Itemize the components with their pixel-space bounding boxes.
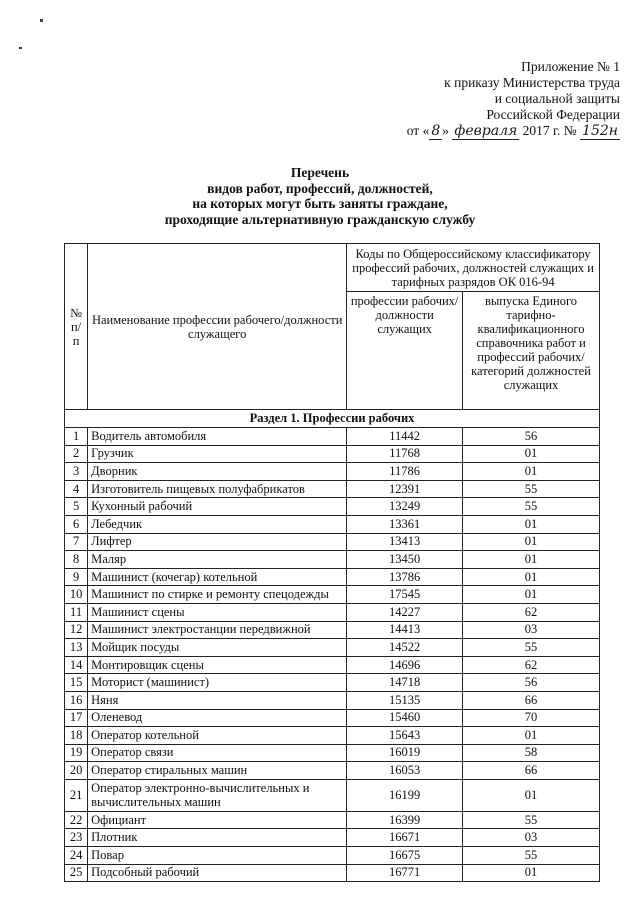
table-row — [65, 568, 600, 586]
category-code: 56 — [463, 428, 600, 446]
table-row — [65, 533, 600, 551]
profession-code: 15460 — [347, 709, 463, 727]
profession-name: Лифтер — [88, 533, 347, 551]
table-row — [65, 727, 600, 745]
profession-name: Машинист (кочегар) котельной — [88, 568, 347, 586]
table-row — [65, 639, 600, 657]
table-row — [65, 480, 600, 498]
profession-code: 16671 — [347, 829, 463, 847]
header-code-sub: профессии рабочих/должности служащих — [347, 292, 463, 410]
row-number: 4 — [65, 480, 88, 498]
category-code: 66 — [463, 691, 600, 709]
table-row — [65, 445, 600, 463]
profession-code: 13450 — [347, 551, 463, 569]
scan-speck — [40, 19, 43, 22]
table-row — [65, 551, 600, 569]
row-number: 11 — [65, 603, 88, 621]
table-row — [65, 674, 600, 692]
profession-name: Моторист (машинист) — [88, 674, 347, 692]
category-code: 55 — [463, 639, 600, 657]
title-line: видов работ, профессий, должностей, — [207, 180, 433, 196]
appendix-line: Российской Федерации — [486, 107, 620, 122]
table-row — [65, 428, 600, 446]
table-row — [65, 811, 600, 829]
row-number: 12 — [65, 621, 88, 639]
profession-code: 16675 — [347, 847, 463, 865]
table-row — [65, 515, 600, 533]
header-number: № п/п — [65, 244, 88, 410]
profession-name: Оператор электронно-вычислительных и вычислительных машин — [88, 779, 347, 811]
profession-code: 14227 — [347, 603, 463, 621]
table-row — [65, 586, 600, 604]
title-line: на которых могут быть заняты граждане, — [192, 196, 448, 211]
category-code: 01 — [463, 533, 600, 551]
appendix-header — [400, 59, 620, 140]
header-category-sub: выпуска Единого тарифно-квалификационного справочника работ и профессий рабочих/категорий должностей служащих — [463, 292, 600, 410]
table-row — [65, 621, 600, 639]
category-code: 01 — [463, 586, 600, 604]
profession-code: 13361 — [347, 515, 463, 533]
profession-name: Машинист сцены — [88, 603, 347, 621]
table-row — [65, 603, 600, 621]
title-line: Перечень — [290, 165, 350, 180]
category-code: 55 — [463, 811, 600, 829]
table-row — [65, 498, 600, 516]
table-row — [65, 463, 600, 481]
profession-name: Дворник — [88, 463, 347, 481]
category-code: 01 — [463, 463, 600, 481]
appendix-line: Приложение № 1 — [521, 59, 620, 74]
profession-name: Мойщик посуды — [88, 639, 347, 657]
row-number: 17 — [65, 709, 88, 727]
category-code: 01 — [463, 727, 600, 745]
profession-name: Машинист по стирке и ремонту спецодежды — [88, 586, 347, 604]
appendix-line: и социальной защиты — [494, 91, 620, 106]
profession-name: Монтировщик сцены — [88, 656, 347, 674]
profession-name: Лебедчик — [88, 515, 347, 533]
category-code: 01 — [463, 551, 600, 569]
row-number: 8 — [65, 551, 88, 569]
table-row — [65, 779, 600, 811]
category-code: 55 — [463, 847, 600, 865]
row-number: 6 — [65, 515, 88, 533]
row-number: 21 — [65, 779, 88, 811]
profession-code: 16399 — [347, 811, 463, 829]
profession-name: Грузчик — [88, 445, 347, 463]
category-code: 56 — [463, 674, 600, 692]
profession-code: 13249 — [347, 498, 463, 516]
order-number: 152н — [582, 123, 618, 139]
profession-name: Изготовитель пищевых полуфабрикатов — [88, 480, 347, 498]
profession-name: Машинист электростанции передвижной — [88, 621, 347, 639]
date-mid: » — [442, 123, 449, 138]
category-code: 03 — [463, 829, 600, 847]
profession-code: 13786 — [347, 568, 463, 586]
profession-code: 14413 — [347, 621, 463, 639]
date-month: февраля — [454, 123, 518, 139]
order-number-label: № — [563, 123, 577, 138]
profession-code: 11768 — [347, 445, 463, 463]
row-number: 3 — [65, 463, 88, 481]
profession-code: 16771 — [347, 864, 463, 882]
row-number: 16 — [65, 691, 88, 709]
category-code: 03 — [463, 621, 600, 639]
section-heading: Раздел 1. Профессии рабочих — [65, 410, 600, 428]
header-codes: Коды по Общероссийскому классификатору профессий рабочих, должностей служащих и тарифных разрядов ОК 016-94 — [347, 244, 600, 292]
table-row — [65, 864, 600, 882]
order-date-line — [400, 123, 620, 140]
category-code: 01 — [463, 515, 600, 533]
category-code: 70 — [463, 709, 600, 727]
row-number: 2 — [65, 445, 88, 463]
header-name: Наименование профессии рабочего/должности служащего — [88, 244, 347, 410]
appendix-line: к приказу Министерства труда — [444, 75, 620, 90]
profession-name: Оленевод — [88, 709, 347, 727]
profession-code: 16053 — [347, 762, 463, 780]
profession-name: Водитель автомобиля — [88, 428, 347, 446]
profession-name: Оператор котельной — [88, 727, 347, 745]
row-number: 15 — [65, 674, 88, 692]
category-code: 66 — [463, 762, 600, 780]
row-number: 22 — [65, 811, 88, 829]
category-code: 01 — [463, 864, 600, 882]
row-number: 14 — [65, 656, 88, 674]
date-day: 8 — [431, 123, 441, 139]
date-year: 2017 г. — [522, 123, 561, 138]
profession-name: Официант — [88, 811, 347, 829]
profession-code: 11442 — [347, 428, 463, 446]
profession-code: 11786 — [347, 463, 463, 481]
row-number: 23 — [65, 829, 88, 847]
profession-code: 13413 — [347, 533, 463, 551]
profession-code: 14522 — [347, 639, 463, 657]
profession-name: Няня — [88, 691, 347, 709]
table-row — [65, 709, 600, 727]
profession-name: Кухонный рабочий — [88, 498, 347, 516]
category-code: 55 — [463, 498, 600, 516]
category-code: 01 — [463, 779, 600, 811]
profession-code: 12391 — [347, 480, 463, 498]
table-row — [65, 656, 600, 674]
profession-name: Оператор связи — [88, 744, 347, 762]
profession-code: 17545 — [347, 586, 463, 604]
category-code: 01 — [463, 445, 600, 463]
row-number: 9 — [65, 568, 88, 586]
category-code: 62 — [463, 656, 600, 674]
profession-code: 14718 — [347, 674, 463, 692]
profession-code: 14696 — [347, 656, 463, 674]
profession-name: Подсобный рабочий — [88, 864, 347, 882]
scan-speck — [19, 47, 22, 49]
professions-table — [64, 243, 600, 882]
date-prefix: от « — [406, 123, 430, 138]
table-row — [65, 829, 600, 847]
category-code: 62 — [463, 603, 600, 621]
table-row — [65, 762, 600, 780]
profession-code: 15643 — [347, 727, 463, 745]
row-number: 24 — [65, 847, 88, 865]
category-code: 55 — [463, 480, 600, 498]
row-number: 7 — [65, 533, 88, 551]
row-number: 18 — [65, 727, 88, 745]
title-line: проходящие альтернативную гражданскую службу — [164, 211, 476, 227]
profession-name: Плотник — [88, 829, 347, 847]
row-number: 1 — [65, 428, 88, 446]
category-code: 58 — [463, 744, 600, 762]
row-number: 19 — [65, 744, 88, 762]
table-row — [65, 691, 600, 709]
profession-name: Маляр — [88, 551, 347, 569]
row-number: 25 — [65, 864, 88, 882]
table-row — [65, 847, 600, 865]
table-row — [65, 744, 600, 762]
profession-name: Оператор стиральных машин — [88, 762, 347, 780]
row-number: 13 — [65, 639, 88, 657]
row-number: 5 — [65, 498, 88, 516]
row-number: 10 — [65, 586, 88, 604]
document-title — [60, 165, 580, 227]
profession-code: 16199 — [347, 779, 463, 811]
category-code: 01 — [463, 568, 600, 586]
profession-name: Повар — [88, 847, 347, 865]
row-number: 20 — [65, 762, 88, 780]
profession-code: 16019 — [347, 744, 463, 762]
profession-code: 15135 — [347, 691, 463, 709]
